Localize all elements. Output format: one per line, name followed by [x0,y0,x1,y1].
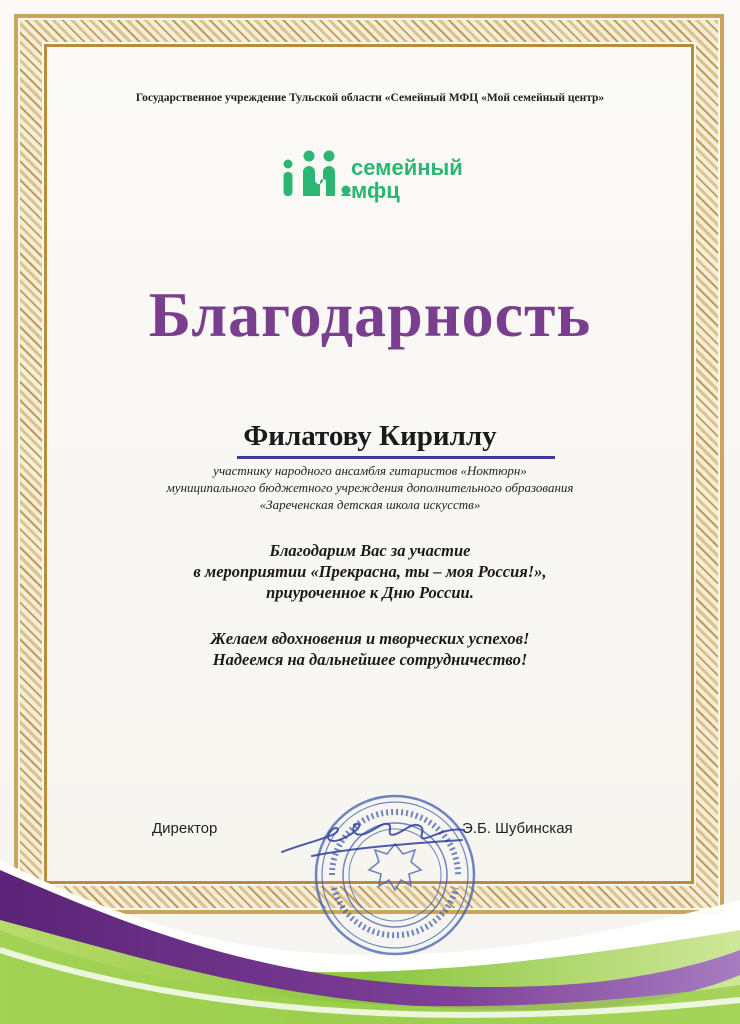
description-line: муниципального бюджетного учреждения дополнительного образования [166,480,574,495]
certificate-title: Благодарность [148,279,592,350]
signer-role: Директор [152,820,218,837]
logo-line-2: мфц [351,178,400,203]
thanks-line: Благодарим Вас за участие [269,541,471,560]
description-line: «Зареченская детская школа искусств» [259,497,481,512]
thanks-line: в мероприятии «Прекрасна, ты – моя Россия!», [193,562,547,581]
signer-name: Э.Б. Шубинская [462,820,573,837]
description-line: участнику народного ансамбля гитаристов «Ноктюрн» [213,463,527,478]
handwritten-signature [272,804,472,884]
logo-wordmark [351,156,463,202]
thanks-message [0,540,740,603]
recipient-description [0,462,740,513]
wishes-message [0,628,740,670]
recipient-underline [237,456,555,459]
recipient-name: Филатову Кириллу [243,420,497,452]
logo-line-1: семейный [351,155,463,180]
wishes-line: Надеемся на дальнейшее сотрудничество! [212,650,528,669]
issuer-line: Государственное учреждение Тульской области «Семейный МФЦ «Мой семейный центр» [135,92,605,104]
thanks-line: приуроченное к Дню России. [266,583,474,602]
wishes-line: Желаем вдохновения и творческих успехов! [210,629,530,648]
